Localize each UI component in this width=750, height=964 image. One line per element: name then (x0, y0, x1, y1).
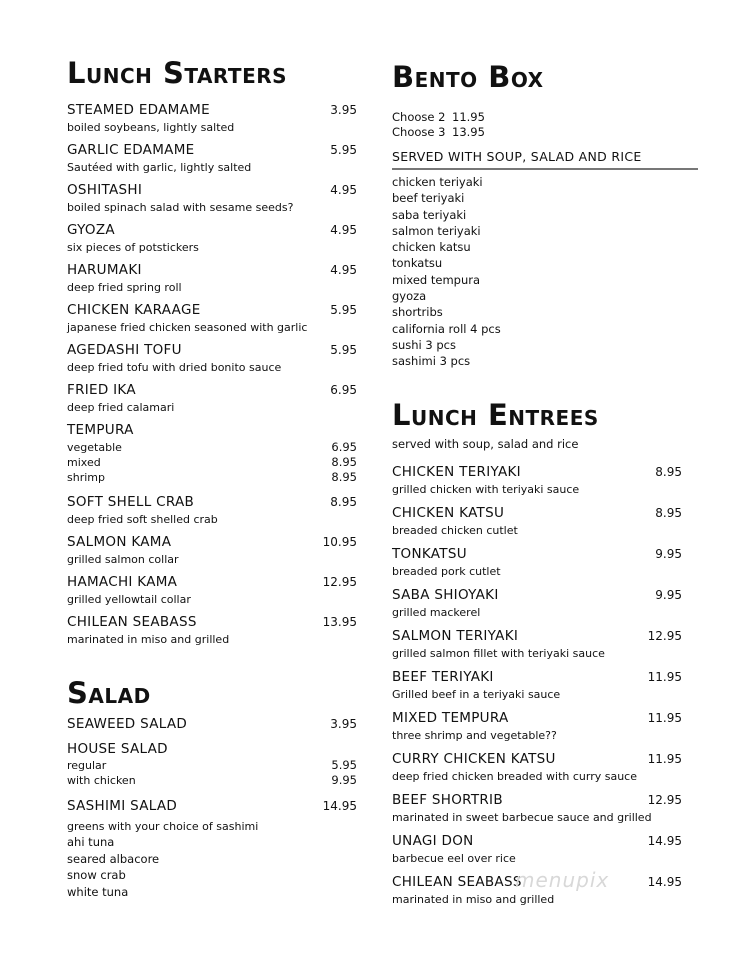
item-description: deep fried calamari (67, 401, 175, 414)
menu-item (67, 494, 357, 527)
item-price: 3.95 (330, 717, 357, 731)
item-price: 14.95 (647, 875, 682, 889)
item-price: 6.95 (330, 383, 357, 397)
item-description: three shrimp and vegetable?? (392, 729, 557, 742)
item-description: deep fried spring roll (67, 281, 182, 294)
item-name: CHILEAN SEABASS (67, 614, 197, 630)
menu-item (67, 262, 357, 295)
item-name: CHICKEN KATSU (392, 505, 505, 521)
sashimi-choice: ahi tuna (67, 835, 115, 849)
item-name: BEEF TERIYAKI (392, 669, 494, 685)
item-price: 11.95 (647, 711, 682, 725)
item-name: HAMACHI KAMA (67, 574, 178, 590)
item-name: GYOZA (67, 222, 115, 238)
item-description: boiled soybeans, lightly salted (67, 121, 235, 134)
item-price: 14.95 (322, 799, 357, 813)
menu-item (67, 382, 357, 415)
lunch-entrees-title: Lunch Entrees (392, 398, 599, 432)
bento-served-with: SERVED WITH SOUP, SALAD AND RICE (392, 149, 642, 164)
option-price: 9.95 (331, 773, 357, 787)
bento-option: shortribs (392, 305, 443, 320)
bento-choice (392, 125, 485, 140)
option-price: 6.95 (331, 440, 357, 454)
item-name: TEMPURA (67, 422, 134, 438)
sashimi-choice: white tuna (67, 884, 129, 899)
bento-option: gyoza (392, 289, 427, 304)
bento-box-title: Bento Box (392, 60, 544, 94)
item-name: SOFT SHELL CRAB (67, 494, 195, 510)
item-name: CHICKEN KARAAGE (67, 302, 201, 318)
menu-item (392, 669, 682, 702)
option-price: 8.95 (331, 455, 357, 469)
option-label: regular (67, 759, 107, 772)
item-name: UNAGI DON (392, 833, 474, 849)
item-price: 13.95 (322, 615, 357, 629)
menu-item (392, 751, 682, 784)
item-name: AGEDASHI TOFU (67, 342, 182, 358)
menu-item (392, 628, 682, 661)
item-name: GARLIC EDAMAME (67, 142, 195, 158)
tempura-option (67, 470, 357, 485)
item-description: deep fried tofu with dried bonito sauce (67, 361, 282, 374)
option-label: vegetable (67, 441, 122, 454)
menu-item (392, 464, 682, 497)
bento-option: tonkatsu (392, 256, 443, 271)
item-description: grilled yellowtail collar (67, 593, 191, 606)
item-description: six pieces of potstickers (67, 241, 199, 254)
menu-item (67, 614, 357, 647)
bento-option: california roll 4 pcs (392, 321, 501, 336)
item-description: grilled mackerel (392, 606, 481, 619)
item-description: breaded pork cutlet (392, 565, 501, 578)
item-price: 9.95 (655, 547, 682, 561)
item-description: Grilled beef in a teriyaki sauce (392, 688, 561, 701)
menu-item (67, 102, 357, 135)
item-description: marinated in miso and grilled (392, 893, 555, 906)
choice-label: Choose 2 (392, 110, 446, 124)
item-name: CHILEAN SEABASS (392, 874, 522, 890)
menu-item (67, 222, 357, 255)
menu-item (392, 546, 682, 579)
item-name: HOUSE SALAD (67, 741, 168, 757)
item-description: grilled salmon fillet with teriyaki sauce (392, 647, 605, 660)
watermark-logo: menupix (515, 868, 610, 892)
menu-item (392, 505, 682, 538)
item-name: CHICKEN TERIYAKI (392, 464, 521, 480)
salad-title: Salad (67, 676, 151, 710)
tempura-option (67, 440, 357, 455)
item-description: breaded chicken cutlet (392, 524, 518, 537)
item-description: grilled chicken with teriyaki sauce (392, 483, 580, 496)
menu-item (67, 716, 357, 732)
item-name: CURRY CHICKEN KATSU (392, 751, 556, 767)
item-price: 5.95 (330, 343, 357, 357)
menu-item (67, 182, 357, 215)
item-name: TONKATSU (392, 546, 467, 562)
menu-item (392, 833, 682, 866)
bento-option: chicken katsu (392, 240, 471, 255)
item-price: 4.95 (330, 223, 357, 237)
item-price: 8.95 (330, 495, 357, 509)
menu-item (67, 302, 357, 335)
bento-option: mixed tempura (392, 272, 481, 287)
item-price: 3.95 (330, 103, 357, 117)
item-price: 9.95 (655, 588, 682, 602)
menu-item (67, 534, 357, 567)
bento-choice (392, 110, 485, 125)
item-name: MIXED TEMPURA (392, 710, 509, 726)
option-label: with chicken (67, 774, 136, 787)
item-price: 12.95 (647, 629, 682, 643)
menu-item (67, 574, 357, 607)
bento-option: saba teriyaki (392, 207, 467, 222)
menu-item (67, 342, 357, 375)
item-price: 12.95 (322, 575, 357, 589)
option-label: shrimp (67, 471, 105, 484)
house-salad-option (67, 773, 357, 788)
item-name: SALMON TERIYAKI (392, 628, 519, 644)
sashimi-choice: snow crab (67, 868, 126, 882)
item-price: 4.95 (330, 183, 357, 197)
item-price: 10.95 (322, 535, 357, 549)
section-divider (392, 168, 698, 170)
item-price: 11.95 (647, 670, 682, 684)
menu-item-tempura (67, 422, 357, 485)
menu-item-sashimi-salad (67, 798, 357, 900)
tempura-option (67, 455, 357, 470)
item-name: SALMON KAMA (67, 534, 172, 550)
house-salad-option (67, 758, 357, 773)
item-name: BEEF SHORTRIB (392, 792, 503, 808)
item-name: SEAWEED SALAD (67, 716, 188, 732)
lunch-starters-title: Lunch Starters (67, 56, 288, 90)
item-name: SASHIMI SALAD (67, 798, 178, 814)
bento-option: sushi 3 pcs (392, 337, 456, 352)
item-description: marinated in miso and grilled (67, 633, 230, 646)
item-description: barbecue eel over rice (392, 852, 516, 865)
item-price: 12.95 (647, 793, 682, 807)
item-price: 8.95 (655, 465, 682, 479)
option-price: 5.95 (331, 758, 357, 772)
choice-price: 13.95 (452, 125, 485, 139)
bento-choices (392, 110, 485, 140)
item-description: Sautéed with garlic, lightly salted (67, 161, 252, 174)
item-description: boiled spinach salad with sesame seeds? (67, 201, 294, 214)
choice-price: 11.95 (452, 110, 485, 124)
item-name: STEAMED EDAMAME (67, 102, 210, 118)
item-description: deep fried chicken breaded with curry sauce (392, 770, 638, 783)
bento-options-list (392, 174, 501, 370)
item-name: OSHITASHI (67, 182, 143, 198)
item-price: 14.95 (647, 834, 682, 848)
item-description: deep fried soft shelled crab (67, 513, 218, 526)
bento-option: beef teriyaki (392, 191, 465, 206)
menu-item-house-salad (67, 741, 357, 788)
item-description: japanese fried chicken seasoned with garlic (67, 321, 308, 334)
item-price: 5.95 (330, 303, 357, 317)
entrees-served-with: served with soup, salad and rice (392, 437, 579, 451)
item-price: 5.95 (330, 143, 357, 157)
item-name: HARUMAKI (67, 262, 142, 278)
item-description: marinated in sweet barbecue sauce and grilled (392, 811, 652, 824)
menu-item (392, 792, 682, 825)
menu-item (67, 142, 357, 175)
choice-label: Choose 3 (392, 125, 446, 139)
item-description: greens with your choice of sashimi (67, 820, 259, 833)
bento-option: chicken teriyaki (392, 175, 483, 189)
option-label: mixed (67, 456, 101, 469)
item-price: 8.95 (655, 506, 682, 520)
item-name: FRIED IKA (67, 382, 136, 398)
menu-item (392, 710, 682, 743)
item-description: grilled salmon collar (67, 553, 179, 566)
option-price: 8.95 (331, 470, 357, 484)
item-name: SABA SHIOYAKI (392, 587, 499, 603)
bento-option: sashimi 3 pcs (392, 354, 471, 369)
item-price: 4.95 (330, 263, 357, 277)
bento-option: salmon teriyaki (392, 223, 481, 238)
sashimi-choice: seared albacore (67, 851, 160, 866)
menu-item (392, 587, 682, 620)
item-price: 11.95 (647, 752, 682, 766)
